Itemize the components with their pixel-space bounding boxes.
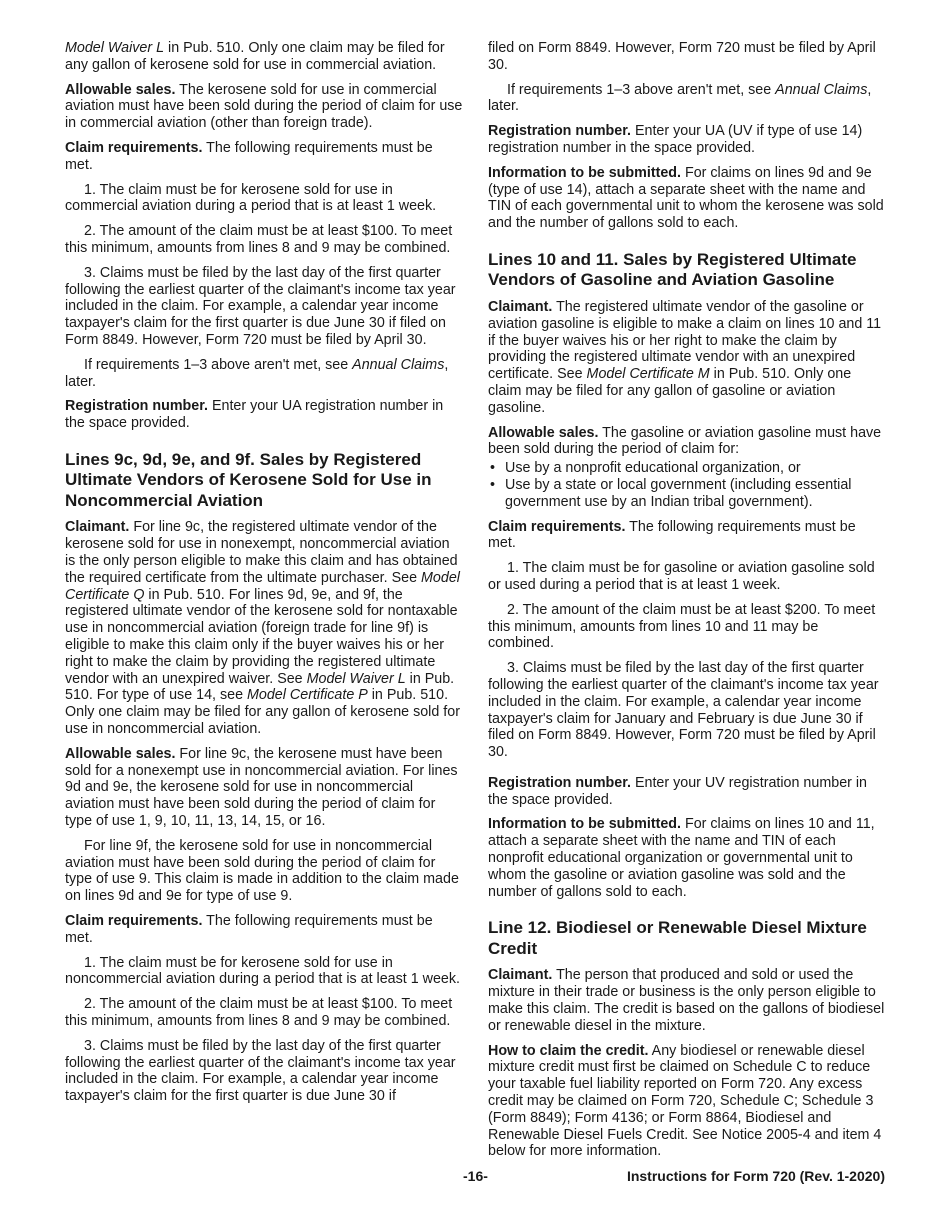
text: in Pub. 510. Only one claim may be filed for any gallon of kerosene sold for use in commercial aviation. xyxy=(65,40,445,73)
requirement-item: 3. Claims must be filed by the last day of the first quarter following the earliest quarter of the claimant's income tax year included in the claim. For example, a calendar year income taxpayer's claim for the first quarter is due June 30 if xyxy=(65,1037,456,1105)
text: in Pub. 510. For lines 9d, 9e, and 9f, the registered ultimate vendor of the kerosene sold for nontaxable use in noncommercial aviation (foreign trade for line 9f) is eligible to make this claim only if the buyer waives his or her right to make the claim by providing the registered ultimate vendor with an unexpired waiver. See xyxy=(65,586,458,687)
italic-reference: Annual Claims xyxy=(352,356,445,373)
text: The following requirements must be met. xyxy=(65,139,433,173)
paragraph xyxy=(488,967,886,1034)
italic-reference: Model Certificate M xyxy=(586,366,710,383)
text: The following requirements must be met. xyxy=(488,518,856,552)
run-in-heading: How to claim the credit. xyxy=(488,1042,649,1059)
paragraph xyxy=(488,82,886,116)
requirement-item: 3. Claims must be filed by the last day of the first quarter following the earliest quarter of the claimant's income tax year included in the claim. For example, a calendar year income taxpayer's claim for the first quarter is due June 30 if filed on Form 8849. However, Form 720 must be filed by April 30. xyxy=(65,264,456,348)
bullet-icon: • xyxy=(490,460,496,477)
run-in-heading: Claimant. xyxy=(488,298,553,315)
paragraph xyxy=(65,519,463,737)
text: The registered ultimate vendor of the gasoline or aviation gasoline is eligible to make a claim on lines 10 and 11 if the buyer waives his or her right to make the claim by providing the registered ultimate vendor with an unexpired certificate. See xyxy=(488,298,882,383)
paragraph xyxy=(488,1043,886,1161)
run-in-heading: Claim requirements. xyxy=(65,139,203,156)
run-in-heading: Allowable sales. xyxy=(488,424,599,441)
section-heading: Lines 9c, 9d, 9e, and 9f. Sales by Registered Ultimate Vendors of Kerosene Sold for Use in Noncommercial Aviation xyxy=(65,449,432,510)
right-column xyxy=(488,40,886,1168)
text: , later. xyxy=(488,81,872,115)
run-in-heading: Registration number. xyxy=(488,774,631,791)
paragraph xyxy=(65,82,463,132)
list-item-text: Use by a state or local government (including essential government use by an Indian tribal government). xyxy=(505,476,852,510)
text: If requirements 1–3 above aren't met, see xyxy=(507,81,776,98)
italic-reference: Model Certificate Q xyxy=(65,569,460,603)
requirement-item: 3. Claims must be filed by the last day of the first quarter following the earliest quarter of the claimant's income tax year included in the claim. For example, a calendar year income taxpayer's claim for January and February is due June 30 if filed on Form 8849. However, Form 720 must be filed by April 30. xyxy=(488,660,879,761)
text: For claims on lines 9d and 9e (type of use 14), attach a separate sheet with the name and TIN of each governmental unit to whom the kerosene was sold and the number of gallons sold to each. xyxy=(488,164,884,232)
paragraph xyxy=(65,40,463,74)
run-in-heading: Claim requirements. xyxy=(65,912,203,929)
paragraph xyxy=(488,165,886,232)
paragraph xyxy=(488,123,886,157)
paragraph xyxy=(65,140,463,174)
italic-reference: Model Waiver L xyxy=(65,40,165,56)
requirement-item: 1. The claim must be for gasoline or aviation gasoline sold or used during a period that is at least 1 week. xyxy=(488,560,875,593)
run-in-heading: Claimant. xyxy=(65,519,130,536)
run-in-heading: Claim requirements. xyxy=(488,518,626,535)
paragraph xyxy=(65,357,463,391)
run-in-heading: Claimant. xyxy=(488,967,553,984)
requirement-item: 1. The claim must be for kerosene sold for use in noncommercial aviation during a period that is at least 1 week. xyxy=(65,954,460,988)
bullet-list xyxy=(488,460,886,510)
text: in Pub. 510. Only one claim may be filed for any gallon of kerosene sold for use in noncommercial aviation. xyxy=(65,687,460,737)
section-heading: Lines 10 and 11. Sales by Registered Ultimate Vendors of Gasoline and Aviation Gasoline xyxy=(488,249,857,290)
run-in-heading: Information to be submitted. xyxy=(488,164,682,181)
paragraph xyxy=(488,816,886,900)
text: For claims on lines 10 and 11, attach a separate sheet with the name and TIN of each nonprofit educational organization or governmental unit to whom the gasoline or aviation gasoline was sold and the number of gallons sold to each. xyxy=(488,816,875,900)
text: in Pub. 510. For type of use 14, see xyxy=(65,670,455,704)
run-in-heading: Information to be submitted. xyxy=(488,816,682,833)
text: The person that produced and sold or used the mixture in their trade or business is the only person eligible to make this claim. The credit is based on the gallons of biodiesel or renewable diesel in the mixture. xyxy=(488,967,885,1034)
paragraph xyxy=(65,746,463,830)
list-item xyxy=(488,477,886,511)
paragraph xyxy=(488,519,886,553)
list-item xyxy=(488,460,886,477)
run-in-heading: Allowable sales. xyxy=(65,81,176,98)
paragraph xyxy=(65,398,463,432)
text: , later. xyxy=(65,356,449,390)
text: For line 9c, the kerosene must have been sold for a nonexempt use in noncommercial aviation. For lines 9d and 9e, the kerosene sold for use in noncommercial aviation must have been sold during the period of claim for type of use 1, 9, 10, 11, 13, 14, 15, or 16. xyxy=(65,745,458,829)
text: in Pub. 510. Only one claim may be filed for any gallon of gasoline or aviation gasoline. xyxy=(488,366,852,416)
left-column xyxy=(65,40,463,1113)
text: Any biodiesel or renewable diesel mixture credit must first be claimed on Schedule C to reduce your taxable fuel liability reported on Form 720. Any excess credit may be claimed on Form 720, Schedule C; Schedule 3 (Form 8849); Form 4136; or Form 8864, Biodiesel and Renewable Diesel Fuels Credit. See Notice 2005-4 and item 4 below for more information. xyxy=(488,1042,882,1160)
paragraph: For line 9f, the kerosene sold for use in noncommercial aviation must have been sold during the period of claim for type of use 9. This claim is made in addition to the claim made on lines 9d and 9e for type of use 9. xyxy=(65,837,459,905)
document-title: Instructions for Form 720 (Rev. 1-2020) xyxy=(626,1168,885,1184)
paragraph: filed on Form 8849. However, Form 720 must be filed by April 30. xyxy=(488,40,876,73)
page-footer xyxy=(65,1168,885,1188)
text: The following requirements must be met. xyxy=(65,912,433,946)
text: For line 9c, the registered ultimate vendor of the kerosene sold for use in nonexempt, noncommercial aviation is the only person eligible to make this claim and has obtained the required certificate from the ultimate purchaser. See xyxy=(65,519,458,586)
run-in-heading: Allowable sales. xyxy=(65,745,176,762)
text: The gasoline or aviation gasoline must have been sold during the period of claim for: xyxy=(488,424,882,458)
page-number: -16- xyxy=(463,1168,488,1184)
italic-reference: Model Certificate P xyxy=(247,687,368,704)
requirement-item: 1. The claim must be for kerosene sold for use in commercial aviation during a period that is at least 1 week. xyxy=(65,181,437,215)
paragraph xyxy=(65,913,463,947)
requirement-item: 2. The amount of the claim must be at least $100. To meet this minimum, amounts from lines 8 and 9 may be combined. xyxy=(65,996,453,1029)
paragraph xyxy=(488,425,886,459)
list-item-text: Use by a nonprofit educational organization, or xyxy=(505,460,801,477)
text: Enter your UA (UV if type of use 14) registration number in the space provided. xyxy=(488,123,863,156)
text: Enter your UV registration number in the space provided. xyxy=(488,774,868,808)
requirement-item: 2. The amount of the claim must be at least $200. To meet this minimum, amounts from lines 10 and 11 may be combined. xyxy=(488,601,876,652)
text: If requirements 1–3 above aren't met, see xyxy=(84,356,353,373)
text: The kerosene sold for use in commercial aviation must have been sold during the period of claim for use in commercial aviation (other than foreign trade). xyxy=(65,81,463,132)
paragraph xyxy=(488,775,886,809)
bullet-icon: • xyxy=(490,476,496,493)
run-in-heading: Registration number. xyxy=(488,123,631,140)
italic-reference: Model Waiver L xyxy=(306,670,406,687)
run-in-heading: Registration number. xyxy=(65,398,208,415)
requirement-item: 2. The amount of the claim must be at least $100. To meet this minimum, amounts from lines 8 and 9 may be combined. xyxy=(65,223,453,256)
italic-reference: Annual Claims xyxy=(775,81,868,98)
text: Enter your UA registration number in the space provided. xyxy=(65,398,444,432)
paragraph xyxy=(488,299,886,417)
section-heading: Line 12. Biodiesel or Renewable Diesel Mixture Credit xyxy=(488,918,867,958)
